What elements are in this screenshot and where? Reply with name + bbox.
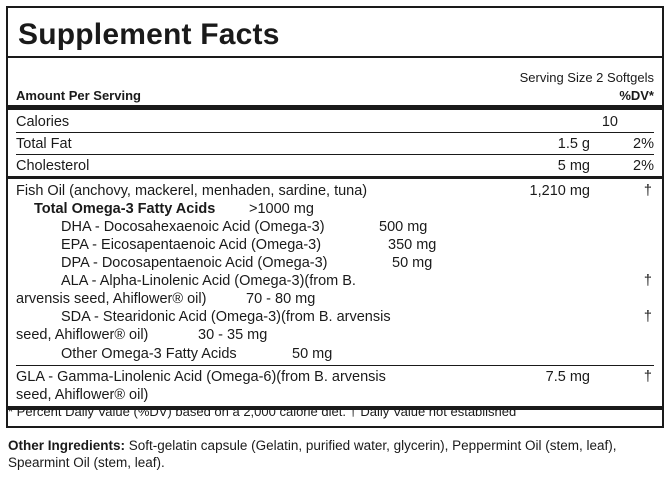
total-omega3-label: Total Omega-3 Fatty Acids	[34, 201, 216, 217]
supplement-facts-panel	[6, 6, 664, 428]
divider	[8, 176, 662, 179]
gla-label-line1: GLA - Gamma-Linolenic Acid (Omega-6)(from B. arvensis	[16, 369, 386, 385]
dpa-label: DPA - Docosapentaenoic Acid (Omega-3)	[61, 255, 328, 271]
panel-title: Supplement Facts	[18, 18, 280, 51]
fish-oil-dv: †	[643, 183, 652, 199]
total-fat-dv: 2%	[633, 136, 654, 152]
other-ingredients-text: Soft-gelatin capsule (Gelatin, purified water, glycerin), Peppermint Oil (stem, leaf), Spearmint Oil (stem, leaf).	[8, 438, 617, 470]
other-omega3-label: Other Omega-3 Fatty Acids	[61, 346, 237, 362]
dha-amount: 500 mg	[379, 219, 428, 235]
divider	[16, 365, 654, 366]
divider	[16, 132, 654, 133]
other-omega3-amount: 50 mg	[292, 346, 333, 362]
divider	[16, 154, 654, 155]
calories-amount: 10	[601, 114, 618, 130]
epa-label: EPA - Eicosapentaenoic Acid (Omega-3)	[61, 237, 322, 253]
sda-label-line2: seed, Ahiflower® oil)	[16, 327, 149, 343]
gla-label-line2: seed, Ahiflower® oil)	[16, 387, 149, 403]
sda-label-line1: SDA - Stearidonic Acid (Omega-3)(from B. arvensis	[61, 309, 391, 325]
dv-header: %DV*	[619, 88, 654, 103]
gla-amount: 7.5 mg	[545, 369, 590, 385]
total-fat-label: Total Fat	[16, 136, 72, 152]
other-ingredients-label: Other Ingredients:	[8, 438, 126, 453]
total-omega3-amount: >1000 mg	[249, 201, 314, 217]
calories-label: Calories	[16, 114, 70, 130]
dv-footnote: * Percent Daily Value (%DV) based on a 2,000 calorie diet. † Daily Value not established	[8, 404, 517, 419]
sda-dv: †	[643, 309, 652, 325]
sda-amount: 30 - 35 mg	[198, 327, 268, 343]
fish-oil-label: Fish Oil (anchovy, mackerel, menhaden, sardine, tuna)	[16, 183, 368, 199]
total-fat-amount: 1.5 g	[557, 136, 590, 152]
ala-label-line2: arvensis seed, Ahiflower® oil)	[16, 291, 207, 307]
cholesterol-amount: 5 mg	[557, 158, 590, 174]
ala-dv: †	[643, 273, 652, 289]
fish-oil-amount: 1,210 mg	[529, 183, 590, 199]
dpa-amount: 50 mg	[392, 255, 433, 271]
gla-dv: †	[643, 369, 652, 385]
cholesterol-dv: 2%	[633, 158, 654, 174]
divider	[8, 105, 662, 110]
serving-size: Serving Size 2 Softgels	[519, 70, 654, 85]
divider	[8, 56, 662, 58]
ala-amount: 70 - 80 mg	[246, 291, 316, 307]
amount-per-serving: Amount Per Serving	[16, 88, 141, 103]
ala-label-line1: ALA - Alpha-Linolenic Acid (Omega-3)(from B.	[61, 273, 356, 289]
cholesterol-label: Cholesterol	[16, 158, 90, 174]
dha-label: DHA - Docosahexaenoic Acid (Omega-3)	[61, 219, 325, 235]
epa-amount: 350 mg	[388, 237, 437, 253]
other-ingredients	[8, 437, 648, 471]
